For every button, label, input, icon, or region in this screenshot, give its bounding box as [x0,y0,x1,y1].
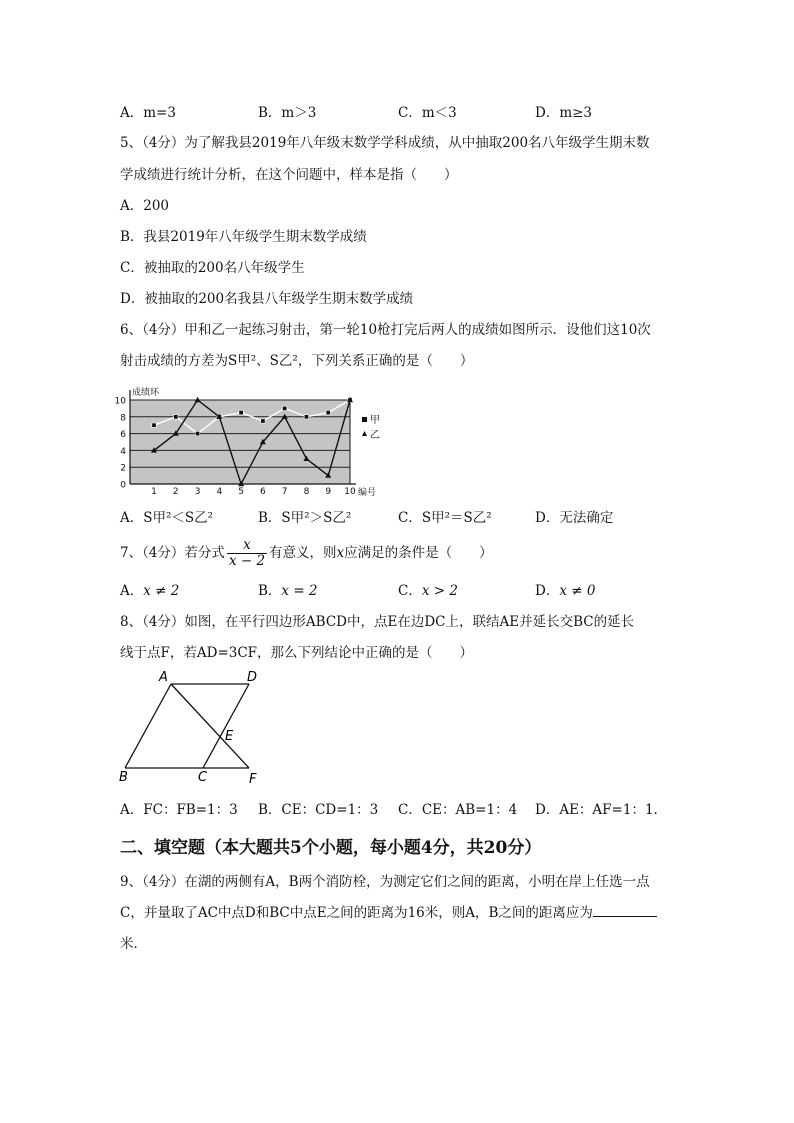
label-E: E [225,729,234,744]
q7-stem [120,536,493,570]
y-tick-label: 8 [120,413,126,424]
q7-suffix-b: 应满足的条件是（ ） [344,545,493,561]
point-jia-5 [239,410,243,414]
y-axis-label: 成绩环 [132,388,160,398]
x-axis-label: 编号 [358,488,377,498]
q9-stem-line3: 米． [120,936,147,952]
q7-option-b-label: B． [258,583,282,599]
q7-option-b [258,582,318,600]
point-jia-3 [195,431,199,435]
point-jia-2 [174,415,178,419]
q8-option-c: C．CE：AB=1：4 [398,802,518,818]
q5-option-b: B．我县2019年八年级学生期末数学成绩 [120,229,367,245]
y-tick-label: 0 [120,480,126,491]
q8-option-d: D．AE：AF=1：1. [535,802,658,818]
x-tick-label: 3 [194,487,201,497]
point-jia-6 [261,419,265,423]
q4-option-d: D．m≥3 [535,105,593,121]
x-tick-label: 2 [172,487,179,497]
label-B: B [119,770,128,785]
q7-option-c-label: C． [398,583,422,599]
x-tick-label: 1 [151,487,157,497]
q8-parallelogram-figure [115,668,275,788]
q6-stem-line2: 射击成绩的方差为S甲²、S乙²，下列关系正确的是（ ） [120,353,474,369]
y-tick-label: 6 [120,430,126,441]
q5-option-a: A．200 [120,198,170,214]
q8-option-a: A．FC：FB=1：3 [120,802,238,818]
y-tick-label: 10 [114,396,126,407]
q6-option-a: A．S甲²＜S乙² [120,510,214,526]
x-tick-label: 8 [303,487,310,497]
point-jia-7 [282,406,286,410]
q7-prefix: 7、（4分）若分式 [120,545,225,561]
q7-option-d [535,582,595,600]
q7-option-c [398,582,458,600]
q7-var-x: x [336,545,345,561]
q7-option-c-expr: x > 2 [421,583,458,599]
y-tick-label: 4 [120,446,126,457]
q7-fraction [227,538,267,569]
label-C: C [198,770,208,785]
x-tick-label: 6 [260,487,266,497]
legend-marker-jia [362,417,367,422]
point-jia-9 [326,410,330,414]
q8-stem-line1: 8、（4分）如图，在平行四边形ABCD中，点E在边DC上，联结AE并延长交BC的延长 [120,614,635,630]
label-F: F [249,772,257,787]
q7-option-b-expr: x = 2 [281,583,318,599]
q5-stem-line1: 5、（4分）为了解我县2019年八年级末数学学科成绩，从中抽取200名八年级学生期末数 [120,135,650,151]
edge-AB [125,684,171,768]
legend-marker-yi [362,431,367,436]
q6-stem-line1: 6、（4分）甲和乙一起练习射击，第一轮10枪打完后两人的成绩如图所示．设他们这10次 [120,322,651,338]
q7-suffix-a: 有意义，则 [269,545,337,561]
x-tick-label: 4 [216,487,223,497]
q7-option-d-label: D． [535,583,560,599]
q8-stem-line2: 线于点F，若AD=3CF，那么下列结论中正确的是（ ） [120,645,474,661]
q8-option-b: B．CE：CD=1：3 [258,802,379,818]
legend-label-yi: 乙 [370,430,380,441]
q5-option-c: C．被抽取的200名八年级学生 [120,260,305,276]
q6-option-d: D．无法确定 [535,510,614,526]
q9-answer-blank[interactable] [593,904,657,917]
point-jia-8 [304,415,308,419]
q7-frac-denominator: x − 2 [228,553,266,569]
label-D: D [247,670,258,685]
q4-option-c: C．m＜3 [398,105,457,121]
x-tick-label: 7 [281,487,288,497]
y-tick-label: 2 [120,463,126,474]
q7-frac-numerator: x [243,537,251,553]
q5-stem-line2: 学成绩进行统计分析，在这个问题中，样本是指（ ） [120,167,458,183]
label-A: A [159,670,168,685]
q9-stem-line2 [120,904,657,922]
section2-heading: 二、填空题（本大题共5个小题，每小题4分，共20分） [120,838,542,858]
x-tick-label: 10 [344,487,356,497]
q9-stem-line1: 9、（4分）在湖的两侧有A，B两个消防栓，为测定它们之间的距离，小明在岸上任选一点 [120,874,650,890]
q6-score-chart [114,382,398,498]
q7-option-a [120,582,179,600]
q6-option-c: C．S甲²＝S乙² [398,510,492,526]
point-jia-1 [152,423,156,427]
x-tick-label: 9 [325,487,332,497]
q6-option-b: B．S甲²＞S乙² [258,510,352,526]
q4-option-b: B．m＞3 [258,105,317,121]
q7-option-d-expr: x ≠ 0 [559,583,596,599]
q5-option-d: D．被抽取的200名我县八年级学生期末数学成绩 [120,291,414,307]
q7-option-a-expr: x ≠ 2 [143,583,180,599]
legend-label-jia: 甲 [370,415,380,426]
q4-option-a: A．m=3 [120,105,176,121]
q7-option-a-label: A． [120,583,144,599]
x-tick-label: 5 [238,487,244,497]
q9-line2-text: C，并量取了AC中点D和BC中点E之间的距离为16米，则A，B之间的距离应为 [120,905,593,921]
